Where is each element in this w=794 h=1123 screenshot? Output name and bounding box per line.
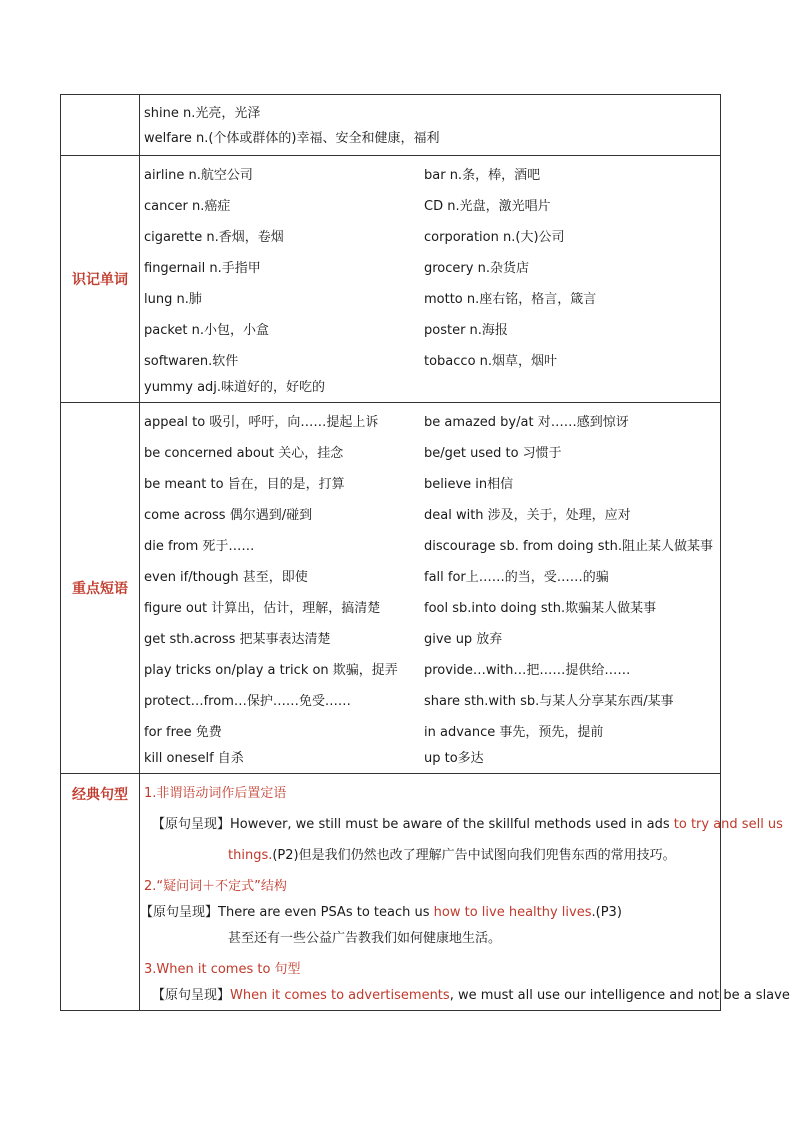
list-item: be/get used to 习惯于: [424, 446, 562, 461]
list-item: figure out 计算出，估计，理解，搞清楚: [144, 601, 381, 616]
tag-label: 【原句呈现】: [152, 817, 231, 832]
list-row: [140, 655, 720, 686]
list-item: be concerned about 关心，挂念: [144, 446, 344, 461]
table-row: [61, 95, 721, 156]
list-item: deal with 涉及，关于，处理，应对: [424, 508, 631, 523]
example-line: [140, 902, 720, 923]
sentence-pattern-title: 1.非谓语动词作后置定语: [144, 786, 287, 801]
vocab-list: [140, 156, 720, 402]
example-text: , we must all use our intelligence and not be a slave: [449, 988, 790, 1003]
list-row: [140, 748, 720, 769]
list-item: be meant to 旨在，目的是，打算: [144, 477, 345, 492]
list-item: play tricks on/play a trick on 欺骗，捉弄: [144, 663, 398, 678]
list-row: [140, 315, 720, 346]
tag-label: 【原句呈现】: [140, 905, 219, 920]
example-text: .(P3): [591, 905, 622, 920]
list-item: protect…from…保护……免受……: [144, 694, 351, 709]
list-item: fool sb.into doing sth.欺骗某人做某事: [424, 601, 657, 616]
list-row: [140, 346, 720, 377]
list-item: tobacco n.烟草，烟叶: [424, 354, 558, 369]
list-item: be amazed by/at 对……感到惊讶: [424, 415, 629, 430]
list-row: [140, 284, 720, 315]
list-row: [140, 624, 720, 655]
translation-text: (P2)但是我们仍然也改了理解广告中试图向我们兜售东西的常用技巧。: [272, 848, 676, 863]
list-item: believe in相信: [424, 477, 514, 492]
list-item: cancer n.癌症: [144, 199, 231, 214]
content-cell: [140, 95, 721, 156]
highlight-text: how to live healthy lives: [433, 905, 592, 920]
content-cell: [140, 156, 721, 403]
example-text: However, we still must be aware of the skillful methods used in ads: [230, 817, 674, 832]
list-item: get sth.across 把某事表达清楚: [144, 632, 331, 647]
highlight-text: to try and sell us: [673, 817, 783, 832]
content-cell: [140, 774, 790, 1011]
study-table: [60, 94, 790, 1011]
list-item: discourage sb. from doing sth.阻止某人做某事: [424, 539, 714, 554]
list-item: share sth.with sb.与某人分享某东西/某事: [424, 694, 674, 709]
list-item: for free 免费: [144, 725, 222, 740]
list-item: in advance 事先，预先，提前: [424, 725, 604, 740]
sentence-pattern-title: 2.“疑问词＋不定式”结构: [144, 879, 287, 894]
list-item: lung n.肺: [144, 292, 202, 307]
list-row: [140, 531, 720, 562]
list-item: softwaren.软件: [144, 354, 239, 369]
list-item: bar n.条，棒，酒吧: [424, 168, 541, 183]
list-row: [140, 407, 720, 438]
vocab-line: shine n.光亮，光泽: [144, 106, 261, 121]
list-row: [140, 253, 720, 284]
highlight-text: things.: [228, 848, 273, 863]
list-item: fall for上……的当，受……的骗: [424, 570, 609, 585]
translation-line: 甚至还有一些公益广告教我们如何健康地生活。: [228, 931, 502, 946]
list-row: [140, 717, 720, 748]
sentence-pattern-title: 3.When it comes to 句型: [144, 962, 301, 977]
list-item: provide…with…把……提供给……: [424, 663, 631, 678]
list-row: [140, 686, 720, 717]
list-item: up to多达: [424, 751, 484, 766]
list-item: airline n.航空公司: [144, 168, 253, 183]
table-row: [61, 403, 721, 774]
list-row: [140, 562, 720, 593]
list-row: [140, 222, 720, 253]
list-row: [140, 593, 720, 624]
vocab-line: welfare n.(个体或群体的)幸福、安全和健康，福利: [144, 131, 440, 146]
empty-label-cell: [61, 95, 140, 156]
list-row: [140, 469, 720, 500]
section-label: 识记单词: [61, 156, 140, 403]
tag-label: 【原句呈现】: [152, 988, 231, 1003]
example-line: [140, 840, 720, 871]
list-item: die from 死于……: [144, 539, 255, 554]
list-row: [140, 500, 720, 531]
list-item: motto n.座右铭，格言，箴言: [424, 292, 597, 307]
content-cell: [140, 403, 721, 774]
list-item: fingernail n.手指甲: [144, 261, 261, 276]
list-item: packet n.小包，小盒: [144, 323, 270, 338]
list-item: appeal to 吸引，呼吁，向……提起上诉: [144, 415, 379, 430]
list-item: CD n.光盘，激光唱片: [424, 199, 551, 214]
list-item: even if/though 甚至，即使: [144, 570, 308, 585]
list-row: [140, 160, 720, 191]
list-item: grocery n.杂货店: [424, 261, 529, 276]
example-text: There are even PSAs to teach us: [218, 905, 434, 920]
list-item: come across 偶尔遇到/碰到: [144, 508, 313, 523]
list-item: yummy adj.味道好的，好吃的: [144, 380, 326, 395]
table-row: [61, 156, 721, 403]
example-line: [140, 985, 790, 1006]
phrase-list: [140, 403, 720, 773]
list-row: [140, 191, 720, 222]
list-item: cigarette n.香烟，卷烟: [144, 230, 284, 245]
example-line: [140, 809, 783, 840]
list-item: poster n.海报: [424, 323, 508, 338]
list-item: give up 放弃: [424, 632, 503, 647]
section-label: 经典句型: [61, 774, 140, 1011]
list-item: kill oneself 自杀: [144, 751, 244, 766]
table-row: [61, 774, 721, 1011]
highlight-text: When it comes to advertisements: [230, 988, 450, 1003]
list-row: [140, 438, 720, 469]
section-label: 重点短语: [61, 403, 140, 774]
list-item: corporation n.(大)公司: [424, 230, 565, 245]
